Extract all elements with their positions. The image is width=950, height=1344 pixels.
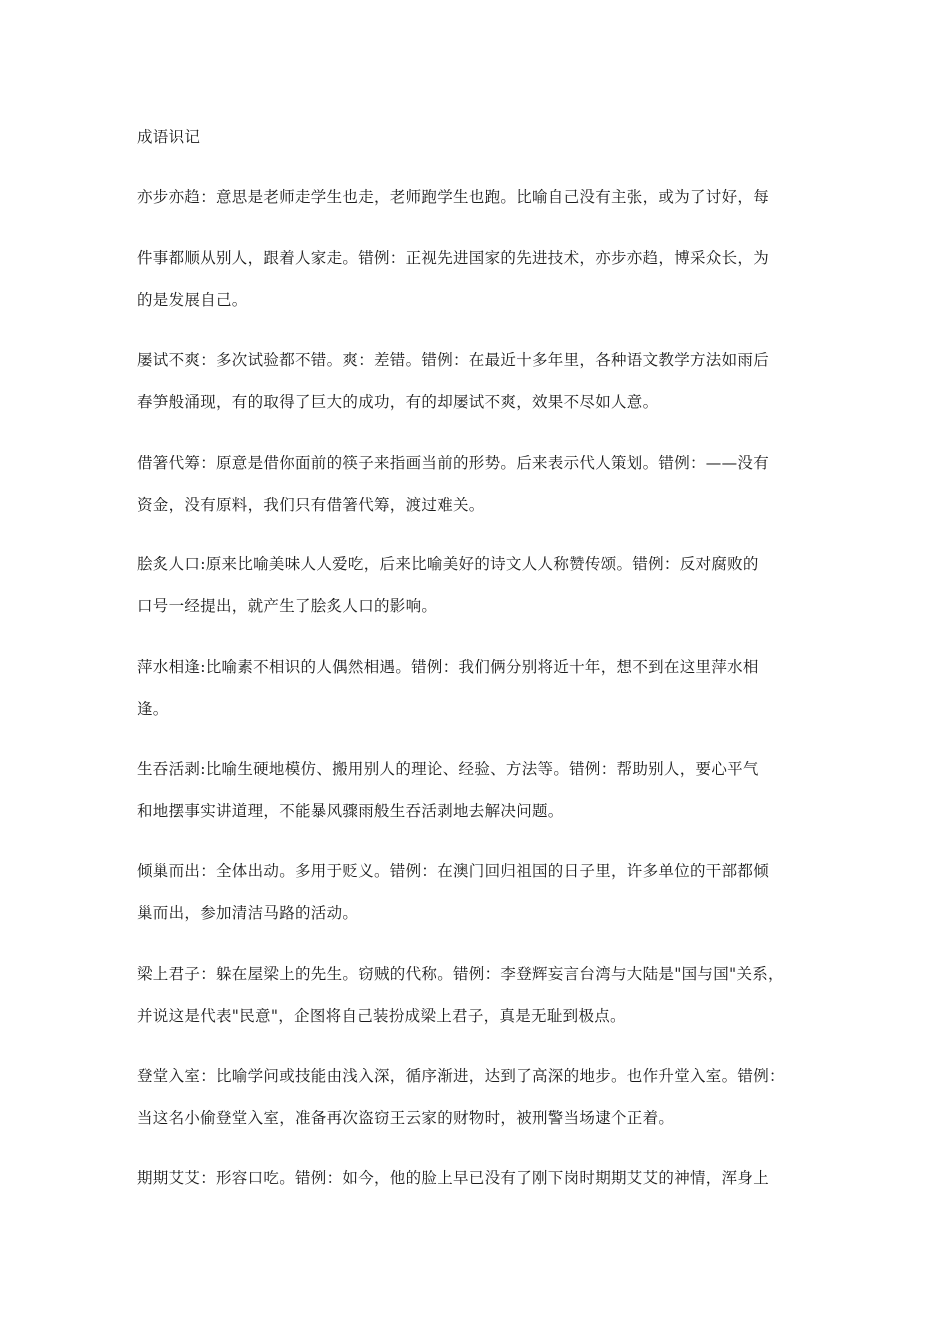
text-line: 屡试不爽：多次试验都不错。爽：差错。错例：在最近十多年里，各种语文教学方法如雨后 xyxy=(137,351,770,369)
text-line: 萍水相逢:比喻素不相识的人偶然相遇。错例：我们俩分别将近十年，想不到在这里萍水相 xyxy=(137,658,759,676)
text-line: 资金，没有原料，我们只有借箸代筹，渡过难关。 xyxy=(137,496,485,514)
text-line: 并说这是代表"民意"，企图将自己装扮成梁上君子，真是无耻到极点。 xyxy=(137,1007,626,1025)
text-line: 借箸代筹：原意是借你面前的筷子来指画当前的形势。后来表示代人策划。错例：——没有 xyxy=(137,454,770,472)
text-line: 期期艾艾：形容口吃。错例：如今，他的脸上早已没有了刚下岗时期期艾艾的神情，浑身上 xyxy=(137,1169,770,1187)
text-line: 巢而出，参加清洁马路的活动。 xyxy=(137,904,359,922)
document-title: 成语识记 xyxy=(137,128,201,146)
text-line: 逢。 xyxy=(137,700,169,718)
text-line: 倾巢而出：全体出动。多用于贬义。错例：在澳门回归祖国的日子里，许多单位的干部都倾 xyxy=(137,862,770,880)
text-line: 口号一经提出，就产生了脍炙人口的影响。 xyxy=(137,597,438,615)
text-line: 的是发展自己。 xyxy=(137,291,248,309)
text-line: 登堂入室：比喻学问或技能由浅入深，循序渐进，达到了高深的地步。也作升堂入室。错例： xyxy=(137,1067,785,1085)
text-line: 梁上君子：躲在屋梁上的先生。窃贼的代称。错例：李登辉妄言台湾与大陆是"国与国"关系， xyxy=(137,965,784,983)
text-line: 脍炙人口:原来比喻美味人人爱吃，后来比喻美好的诗文人人称赞传颂。错例：反对腐败的 xyxy=(137,555,759,573)
text-line: 生吞活剥:比喻生硬地模仿、搬用别人的理论、经验、方法等。错例：帮助别人，要心平气 xyxy=(137,760,759,778)
text-line: 件事都顺从别人，跟着人家走。错例：正视先进国家的先进技术，亦步亦趋，博采众长，为 xyxy=(137,249,770,267)
text-line: 亦步亦趋：意思是老师走学生也走，老师跑学生也跑。比喻自己没有主张，或为了讨好，每 xyxy=(137,188,770,206)
text-line: 和地摆事实讲道理，不能暴风骤雨般生吞活剥地去解决问题。 xyxy=(137,802,564,820)
text-line: 当这名小偷登堂入室，准备再次盗窃王云家的财物时，被刑警当场逮个正着。 xyxy=(137,1109,675,1127)
text-line: 春笋般涌现，有的取得了巨大的成功，有的却屡试不爽，效果不尽如人意。 xyxy=(137,393,659,411)
